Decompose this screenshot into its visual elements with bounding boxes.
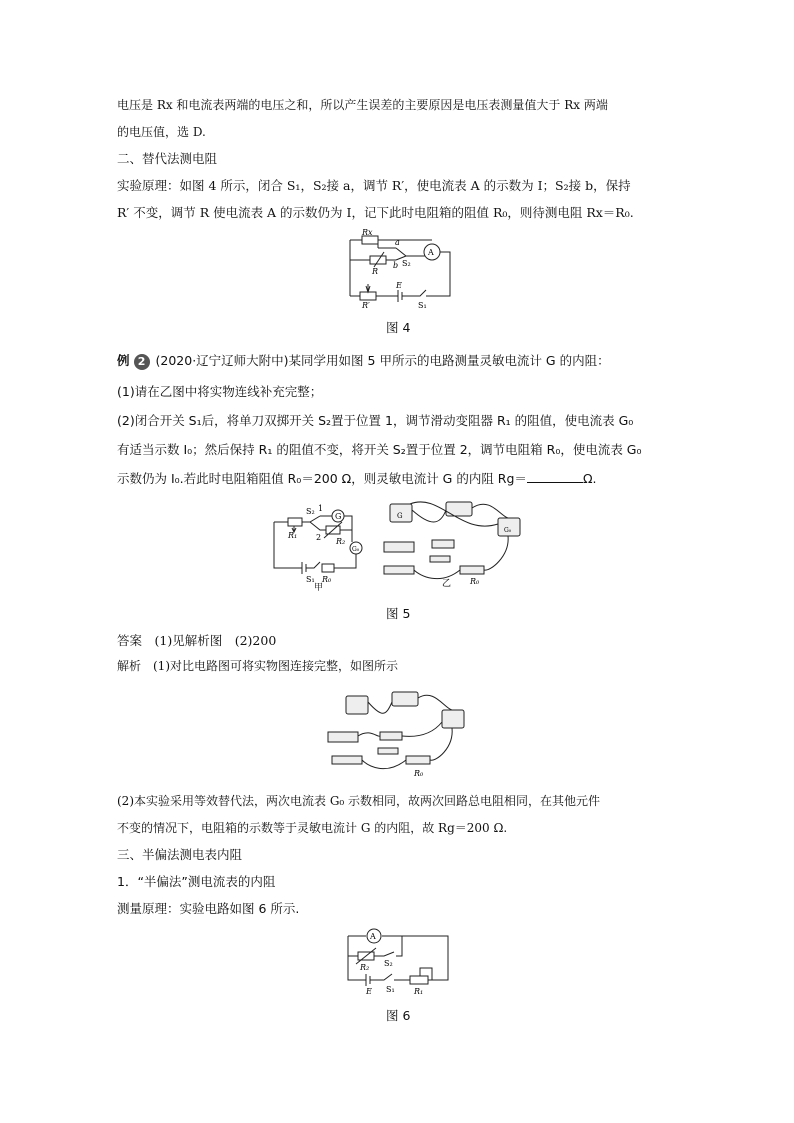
analysis-line: (2)本实验采用等效替代法，两次电流表 G₀ 示数相同，故两次回路总电阻相同，在其他元件 — [117, 794, 601, 808]
question-2-unit: Ω. — [582, 471, 597, 486]
label-r1: R₁ — [414, 987, 424, 996]
section-heading: 三、半偏法测电表内阻 — [117, 847, 243, 862]
label-s2: S₂ — [402, 259, 411, 268]
figure-5-yi-apparatus — [380, 496, 530, 588]
question-2-line: 有适当示数 I₀；然后保持 R₁ 的阻值不变，将开关 S₂置于位置 2，调节电阻箱 R₀，使电流表 G₀ — [117, 442, 642, 457]
paragraph-line: 实验原理：如图 4 所示，闭合 S₁，S₂接 a，调节 R′，使电流表 A 的示数为 I；S₂接 b，保持 — [117, 178, 631, 193]
meter-g0: G₀ — [352, 546, 360, 553]
question-2-text: 示数仍为 I₀.若此时电阻箱阻值 R₀＝200 Ω，则灵敏电流计 G 的内阻 Rg＝ — [117, 471, 527, 486]
answer-blank — [527, 470, 583, 483]
label-r1: R₁ — [288, 531, 298, 540]
figure-4-circuit — [340, 228, 460, 310]
meter-g: G — [335, 512, 342, 521]
label-yi: 乙 — [442, 579, 452, 589]
label-r: R — [372, 267, 379, 276]
question-2-line: (2)闭合开关 S₁后，将单刀双掷开关 S₂置于位置 1，调节滑动变阻器 R₁ 的阻值，使电流表 G₀ — [117, 413, 634, 428]
label-1: 1 — [318, 504, 324, 513]
answer-line: 答案 (1)见解析图 (2)200 — [117, 633, 277, 648]
paragraph-line: 测量原理：实验电路如图 6 所示. — [117, 901, 300, 916]
example-line — [117, 353, 610, 370]
label-r2: R₂ — [336, 537, 346, 546]
ammeter-a: A — [428, 248, 434, 257]
figure-4-caption: 图 4 — [386, 320, 411, 335]
paragraph-line: 的电压值，选 D. — [117, 125, 206, 139]
paragraph-line: 电压是 Rx 和电流表两端的电压之和，所以产生误差的主要原因是电压表测量值大于 Rx 两端 — [117, 98, 608, 112]
analysis-line: 解析 (1)对比电路图可将实物图连接完整，如图所示 — [117, 659, 399, 673]
ammeter-a: A — [370, 932, 376, 941]
paragraph-line: R′ 不变，调节 R 使电流表 A 的示数仍为 I，记下此时电阻箱的阻值 R₀，则待测电阻 Rx＝R₀. — [117, 205, 634, 220]
label-r0: R₀ — [322, 575, 332, 584]
figure-6-caption: 图 6 — [386, 1008, 411, 1023]
question-1: (1)请在乙图中将实物连线补充完整； — [117, 384, 323, 399]
section-heading: 二、替代法测电阻 — [117, 151, 218, 166]
question-2-line — [117, 470, 596, 487]
label-a: a — [395, 238, 400, 247]
label-s1: S₁ — [386, 985, 395, 994]
analysis-line: 不变的情况下，电阻箱的示数等于灵敏电流计 G 的内阻，故 Rg＝200 Ω. — [117, 821, 508, 835]
label-r0: R₀ — [470, 577, 480, 586]
label-r2: R₂ — [360, 963, 370, 972]
meter-g0: G₀ — [504, 527, 512, 534]
label-e: E — [396, 281, 402, 290]
label-r0: R₀ — [414, 769, 424, 778]
label-2: 2 — [316, 533, 322, 542]
label-r-prime: R′ — [362, 301, 370, 310]
answer-apparatus-figure — [322, 688, 472, 778]
example-text: (2020·辽宁辽师大附中)某同学用如图 5 甲所示的电路测量灵敏电流计 G 的内阻： — [155, 353, 610, 368]
subsection-heading: 1．“半偏法”测电流表的内阻 — [117, 874, 276, 889]
figure-5-jia-circuit — [266, 502, 376, 593]
label-s2: S₂ — [384, 959, 393, 968]
example-number-badge: 2 — [134, 354, 150, 370]
figure-5-caption: 图 5 — [386, 606, 411, 621]
label-b: b — [393, 261, 399, 270]
example-label: 例 — [117, 353, 130, 368]
meter-g: G — [397, 512, 403, 520]
figure-6-circuit — [344, 928, 454, 996]
label-s1: S₁ — [418, 301, 427, 310]
label-rx: Rx — [362, 228, 373, 237]
label-s1: S₁ — [306, 575, 315, 584]
label-e: E — [366, 987, 372, 996]
label-s2: S₂ — [306, 507, 315, 516]
label-jia: 甲 — [314, 583, 324, 593]
